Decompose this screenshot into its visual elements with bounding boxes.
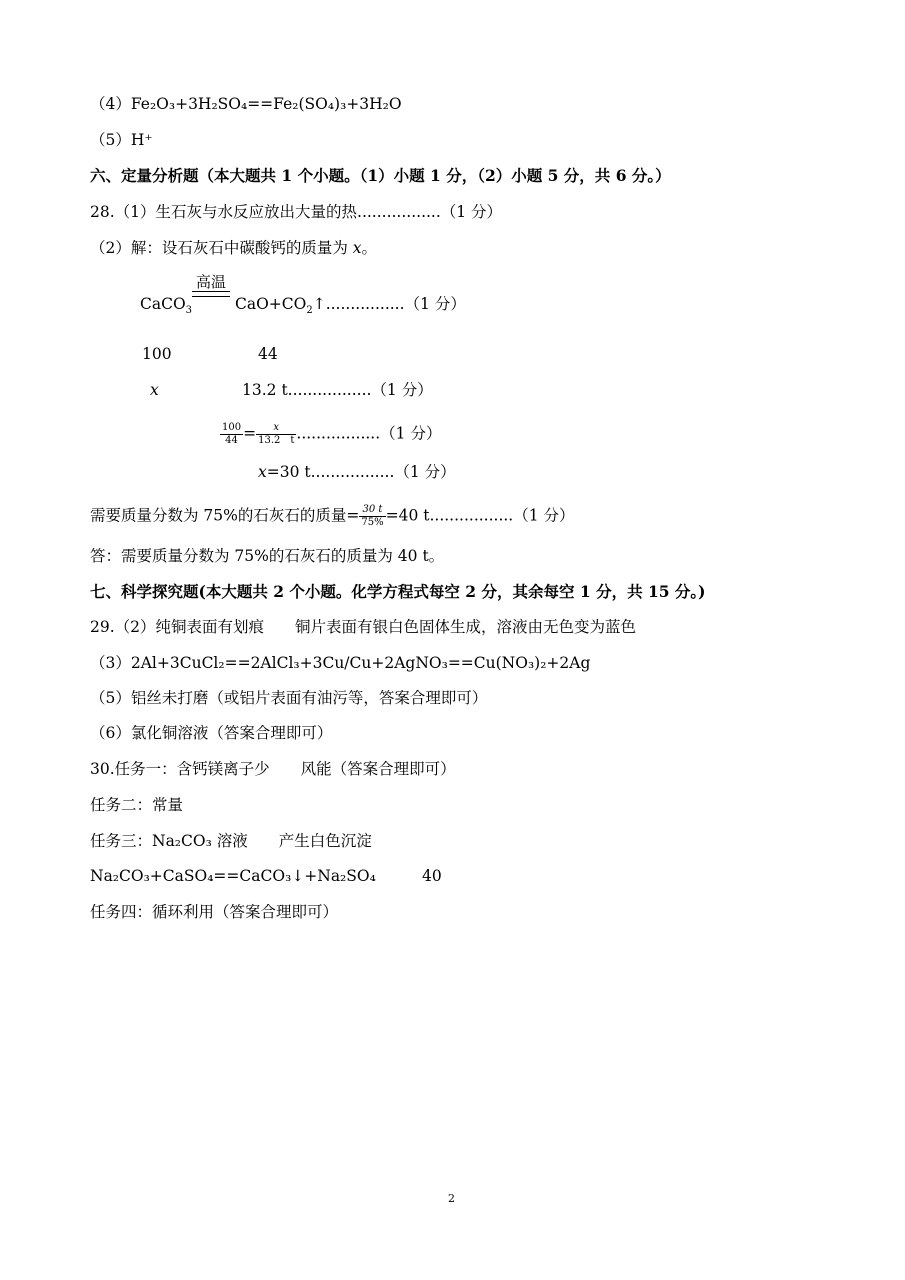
need-frac-num: 30 t xyxy=(359,504,385,517)
frac2-num: x xyxy=(256,422,296,435)
answer-line-5: （5）H⁺ xyxy=(90,131,153,149)
q30-task2: 任务二：常量 xyxy=(90,796,184,814)
ratio-x: x xyxy=(150,381,159,399)
eq-products-sub: 2 xyxy=(306,305,313,317)
page-number: 2 xyxy=(448,1192,455,1205)
q28-variable: x xyxy=(352,239,362,257)
ratio-13-2: 13.2 t.................（1 分） xyxy=(242,381,433,399)
answer-line-4: （4）Fe₂O₃+3H₂SO₄==Fe₂(SO₄)₃+3H₂O xyxy=(90,95,402,113)
eq-reactant-sub: 3 xyxy=(185,305,193,317)
result-line xyxy=(258,462,456,482)
fraction-30-75 xyxy=(359,504,385,529)
limestone-text: 需要质量分数为 75%的石灰石的质量= xyxy=(90,506,360,525)
q30-equation: Na₂CO₃+CaSO₄==CaCO₃↓+Na₂SO₄ xyxy=(90,867,376,885)
fraction-100-44 xyxy=(220,422,243,447)
q28-part2-end: 。 xyxy=(361,239,378,257)
reaction-condition xyxy=(192,273,230,309)
ratio-100: 100 xyxy=(142,345,172,363)
limestone-mass-line xyxy=(90,504,575,529)
result-value: =30 t.................（1 分） xyxy=(266,463,456,481)
fraction-x-13-2 xyxy=(256,422,296,447)
decomposition-equation xyxy=(140,273,466,317)
need-frac-den: 75% xyxy=(361,517,384,528)
q28-part1: 28.（1）生石灰与水反应放出大量的热.................（1 分） xyxy=(90,203,503,221)
condition-label: 高温 xyxy=(196,273,227,291)
frac1-num: 100 xyxy=(222,422,242,433)
equals-bars xyxy=(192,291,230,297)
section-6-heading: 六、定量分析题（本大题共 1 个小题。（1）小题 1 分，（2）小题 5 分，共 6 分。） xyxy=(90,166,671,185)
eq-reactant: CaCO xyxy=(140,295,186,313)
proportion-tail: .................（1 分） xyxy=(296,424,442,443)
result-variable: x xyxy=(258,463,267,481)
q29-part2: 29.（2）纯铜表面有划痕 铜片表面有银白色固体生成，溶液由无色变为蓝色 xyxy=(90,618,637,636)
proportion-equals: = xyxy=(243,424,257,443)
limestone-result: =40 t.................（1 分） xyxy=(385,506,575,525)
eq-products: CaO+CO xyxy=(230,295,307,313)
eq-tail: ↑................（1 分） xyxy=(312,295,466,313)
frac1-den: 44 xyxy=(225,435,238,446)
section-7-heading: 七、科学探究题(本大题共 2 个小题。化学方程式每空 2 分，其余每空 1 分，共 15 分。) xyxy=(90,582,706,601)
q29-part5: （5）铝丝未打磨（或铝片表面有油污等，答案合理即可） xyxy=(90,689,488,707)
q30-task4: 任务四：循环利用（答案合理即可） xyxy=(90,903,339,921)
proportion-line xyxy=(220,422,441,447)
ratio-44: 44 xyxy=(258,345,278,363)
q30-task3: 任务三：Na₂CO₃ 溶液 产生白色沉淀 xyxy=(90,832,372,850)
q30-task1: 30.任务一：含钙镁离子少 风能（答案合理即可） xyxy=(90,760,456,778)
q30-value-40: 40 xyxy=(422,867,442,885)
q28-answer: 答：需要质量分数为 75%的石灰石的质量为 40 t。 xyxy=(90,547,445,565)
q28-part2-text: （2）解：设石灰石中碳酸钙的质量为 xyxy=(90,239,353,257)
frac2-den: 13.2 t xyxy=(258,435,295,446)
q29-part3: （3）2Al+3CuCl₂==2AlCl₃+3Cu/Cu+2AgNO₃==Cu(NO₃)₂+2Ag xyxy=(90,654,591,672)
q28-part2-intro xyxy=(90,238,377,258)
q29-part6: （6）氯化铜溶液（答案合理即可） xyxy=(90,724,333,742)
